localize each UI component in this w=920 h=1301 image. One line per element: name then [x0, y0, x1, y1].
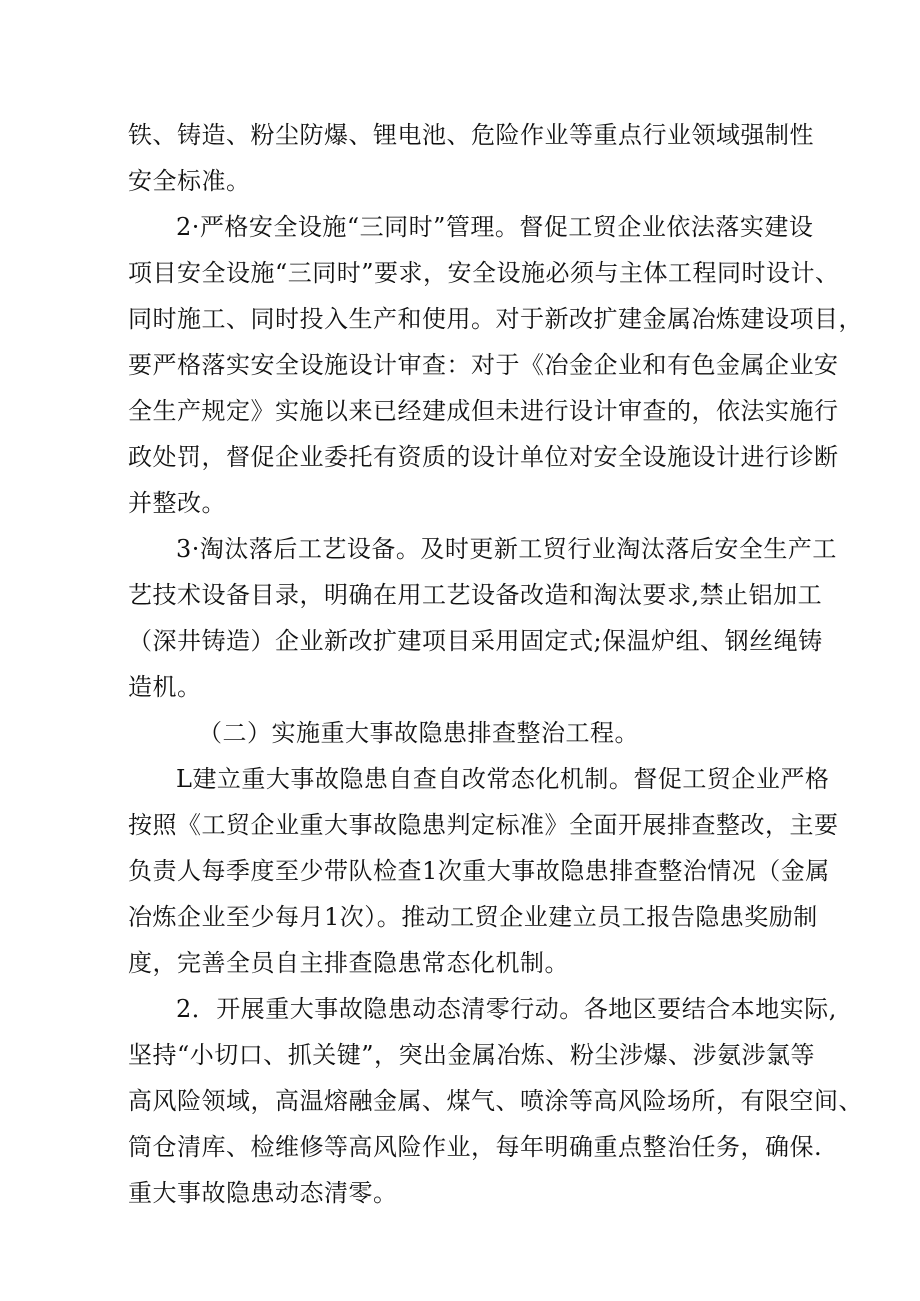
text-line: （深井铸造）企业新改扩建项目采用固定式;保温炉组、钢丝绳铸 [128, 627, 823, 655]
text-line: 度，完善全员自主排查隐患常态化机制。 [128, 949, 569, 977]
text-line: 政处罚，督促企业委托有资质的设计单位对安全设施设计进行诊断 [128, 443, 839, 471]
text-line: 冶炼企业至少每月1次）。推动工贸企业建立员工报告隐患奖励制 [128, 903, 818, 931]
text-line: 全生产规定》实施以来已经建成但未进行设计审查的，依法实施行 [128, 397, 839, 425]
text-line: 同时施工、同时投入生产和使用。对于新改扩建金属冶炼建设项目， [128, 305, 863, 333]
text-line: 项目安全设施“三同时”要求，安全设施必须与主体工程同时设计、 [128, 259, 840, 287]
text-line: 高风险领域，高温熔融金属、煤气、喷涂等高风险场所，有限空间、 [128, 1087, 863, 1115]
section-heading: （二）实施重大事故隐患排查整治工程。 [198, 719, 639, 747]
paragraph-heading-line: 3·淘汰落后工艺设备。及时更新工贸行业淘汰落后安全生产工 [176, 535, 837, 563]
text-line: 铁、铸造、粉尘防爆、锂电池、危险作业等重点行业领域强制性 [128, 121, 814, 149]
text-line: 艺技术设备目录，明确在用工艺设备改造和淘汰要求,禁止铝加工 [128, 581, 823, 609]
paragraph-heading-line: 2．开展重大事故隐患动态清零行动。各地区要结合本地实际, [176, 995, 837, 1023]
text-line: 并整改。 [128, 489, 226, 517]
text-line: 筒仓清库、检维修等高风险作业，每年明确重点整治任务，确保. [128, 1133, 823, 1161]
text-line: 按照《工贸企业重大事故隐患判定标准》全面开展排查整改，主要 [128, 811, 839, 839]
text-line: 重大事故隐患动态清零。 [128, 1179, 398, 1207]
paragraph-heading-line: L建立重大事故隐患自查自改常态化机制。督促工贸企业严格 [176, 765, 830, 793]
text-line: 造机。 [128, 673, 202, 701]
text-line: 坚持“小切口、抓关键”，突出金属冶炼、粉尘涉爆、涉氨涉氯等 [128, 1041, 816, 1069]
text-line: 要严格落实安全设施设计审查：对于《冶金企业和有色金属企业安 [128, 351, 839, 379]
paragraph-heading-line: 2·严格安全设施“三同时”管理。督促工贸企业依法落实建设 [176, 213, 814, 241]
text-line: 安全标准。 [128, 167, 251, 195]
text-line: 负责人每季度至少带队检查1次重大事故隐患排查整治情况（金属 [128, 857, 830, 885]
